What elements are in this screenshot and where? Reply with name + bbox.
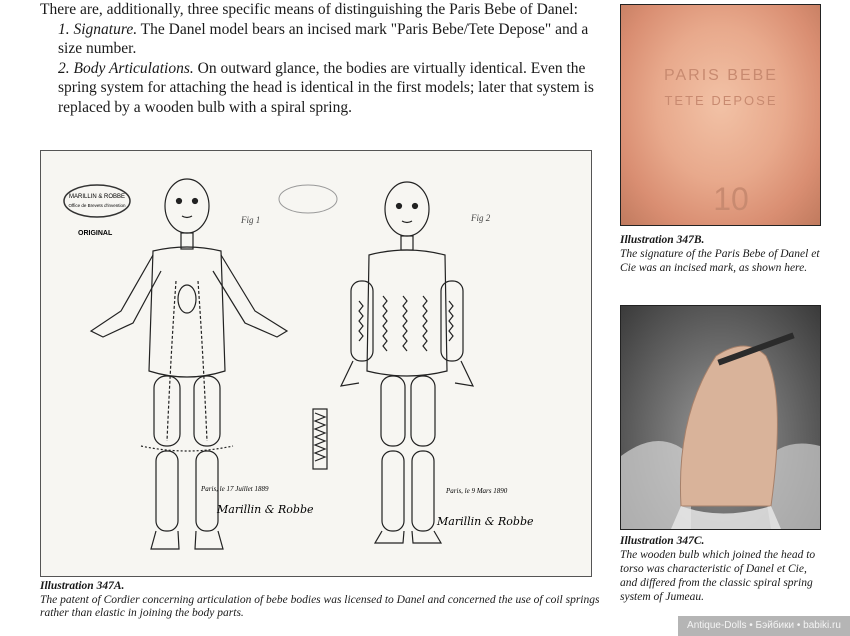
- photo-wooden-bulb: [620, 305, 821, 530]
- caption-347a-text: The patent of Cordier concerning articulation of bebe bodies was licensed to Danel and concerned the use of coil springs rather than elastic in joining the body parts.: [40, 593, 600, 619]
- photo-incised-mark-svg: [621, 5, 820, 225]
- watermark: Antique-Dolls • Бэйбики • babiki.ru: [678, 616, 850, 636]
- stamp-right-icon: [279, 185, 337, 213]
- fig2-label: Fig 2: [471, 213, 491, 223]
- caption-347b-title: Illustration 347B.: [620, 234, 705, 246]
- date-left: Paris, le 17 Juillet 1889: [201, 485, 269, 493]
- caption-347b: [620, 233, 825, 275]
- photo-incised-mark: [620, 4, 821, 226]
- mark-size: 10: [713, 181, 749, 217]
- caption-347a-title: Illustration 347A.: [40, 580, 125, 592]
- caption-347c-title: Illustration 347C.: [620, 535, 705, 547]
- stamp-left-text: MARILLIN & ROBBE: [68, 194, 126, 200]
- patent-drawing: [40, 150, 592, 577]
- intro-paragraph: There are, additionally, three specific means of distinguishing the Paris Bebe of Danel:: [40, 1, 578, 18]
- spring-detail-icon: [313, 409, 327, 469]
- item-signature-label: 1. Signature.: [58, 20, 138, 38]
- caption-347c: [620, 534, 825, 604]
- item-body-label: 2. Body Articulations.: [58, 59, 194, 77]
- item-signature-text: The Danel model bears an incised mark "Paris Bebe/Tete Depose" and a size number.: [58, 20, 589, 57]
- caption-347c-text: The wooden bulb which joined the head to torso was characteristic of Danel et Cie, and differed from the classic spiral spring system of Jumeau.: [620, 549, 816, 603]
- photo-wooden-bulb-svg: [621, 306, 820, 529]
- item-signature: [40, 20, 608, 59]
- intro-text: [40, 0, 608, 117]
- fig1-doll-drawing: [91, 179, 287, 549]
- date-right: Paris, le 9 Mars 1890: [446, 487, 508, 495]
- item-body-text: On outward glance, the bodies are virtually identical. Even the spring system for attaching the head is identical in the first models; later that system is replaced by a wooden bulb with a spiral spring.: [58, 59, 594, 116]
- caption-347a: [40, 580, 600, 621]
- patent-drawing-svg: [41, 151, 591, 576]
- signature-left: Marillin & Robbe: [217, 503, 314, 516]
- mark-line1: PARIS BEBE: [664, 67, 778, 84]
- signature-right: Marillin & Robbe: [437, 515, 534, 528]
- original-label: ORIGINAL: [78, 230, 113, 237]
- item-body-articulations: [40, 59, 608, 118]
- fig1-label: Fig 1: [241, 215, 261, 225]
- wooden-bulb-icon: [680, 346, 777, 506]
- mark-line2: TETE DEPOSE: [664, 93, 778, 108]
- caption-347b-text: The signature of the Paris Bebe of Danel et Cie was an incised mark, as shown here.: [620, 248, 820, 274]
- stamp-left-sub: Office de Brevets d'invention: [68, 203, 126, 208]
- stamp-left-icon: [64, 185, 130, 217]
